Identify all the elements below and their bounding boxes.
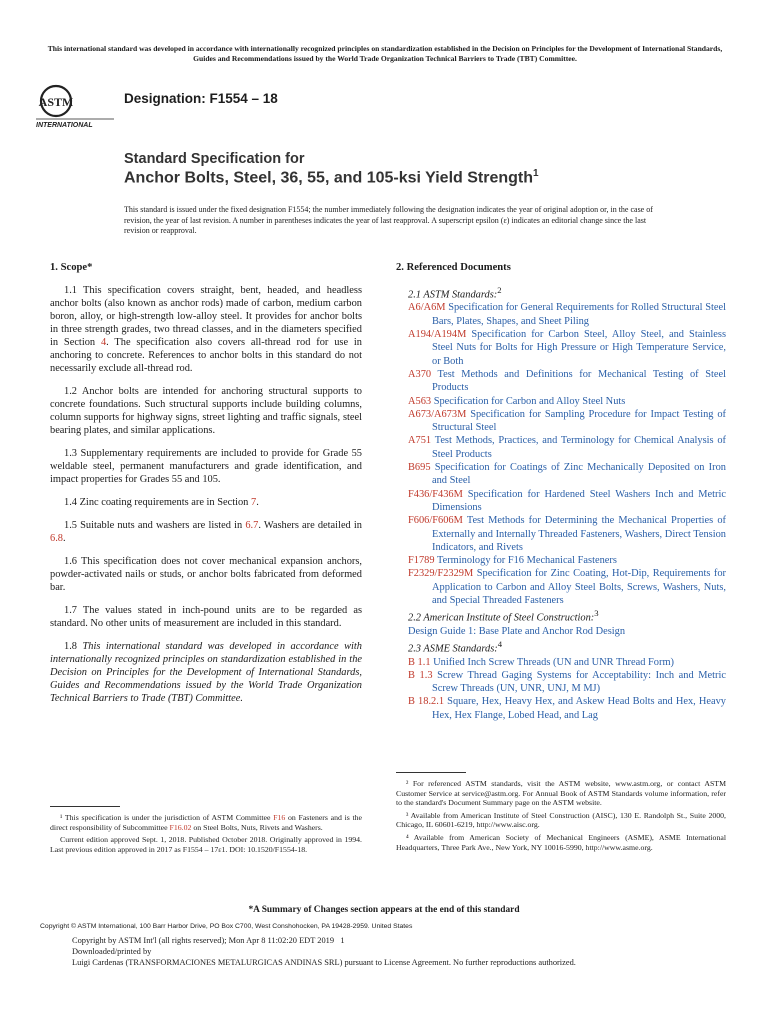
scope-1-4: 1.4 Zinc coating requirements are in Section 7. (64, 497, 259, 508)
issue-note: This standard is issued under the fixed designation F1554; the number immediately following the designation indicates the year of original adoption or, in the case of revision, the year of last revision. A number in parentheses indicates the year of last reapproval. A superscript epsilon (ε) indicates an editorial change since the last revision or reapproval. (124, 205, 653, 236)
reference-item[interactable] (408, 328, 726, 368)
copyright-line: Copyright © ASTM International, 100 Barr Harbor Drive, PO Box C700, West Conshohocken, PA 19428-2959. United States (40, 923, 413, 930)
footnote-1-edition: Current edition approved Sept. 1, 2018. Published October 2018. Originally approved in 1994. Last previous edition approved in 2017 as F1554 – 17ε1. DOI: 10.1520/F1554-18. (50, 835, 362, 854)
reference-code[interactable]: F2329/F2329M (408, 568, 474, 580)
scope-column (50, 262, 362, 715)
section-7-link[interactable]: 7 (250, 497, 257, 508)
title-footnote-ref: 1 (533, 168, 539, 179)
footnote-3: ³ Available from American Institute of Steel Construction (AISC), 130 E. Randolph St., Suite 2000, Chicago, IL 60601-6219, http://www.aisc.org. (396, 810, 726, 830)
reference-title[interactable]: Test Methods for Determining the Mechanical Properties of Externally and Internally Threaded Fasteners, Washers, Direct Tension Indicators, and Rivets (432, 515, 726, 553)
title-text: Anchor Bolts, Steel, 36, 55, and 105-ksi Yield Strength (124, 169, 534, 187)
scope-1-1: 1.1 This specification covers straight, bent, headed, and headless anchor bolts (also known as anchor rods) made of carbon, medium carbon boron, alloy, or high-strength low-alloy steel. It provides for anchor bolts in three strength grades, two thread classes, and in the diameters specified in Section 4. The specification also covers all-thread rod for use in anchoring to concrete. References to anchor bolts in this standard do not necessarily exclude all-thread rod. (50, 285, 362, 374)
aisc-list (396, 625, 726, 638)
committee-f16-link[interactable]: F16 (273, 813, 286, 822)
reference-code[interactable]: F606/F606M (408, 515, 463, 527)
reference-title[interactable]: Square, Hex, Heavy Hex, and Askew Head Bolts and Hex, Heavy Hex, Hex Flange, Lobed Head, and Lag (432, 696, 726, 721)
refdocs-heading: 2. Referenced Documents (396, 262, 511, 273)
reference-code[interactable]: A194/A194M (408, 329, 467, 341)
reference-item[interactable] (408, 368, 726, 395)
reference-title[interactable]: Specification for Sampling Procedure for Impact Testing of Structural Steel (432, 408, 726, 434)
reference-code[interactable]: B695 (408, 462, 431, 474)
reference-item[interactable] (408, 461, 726, 488)
reference-item[interactable] (408, 695, 726, 722)
reference-title[interactable]: Design Guide 1: Base Plate and Anchor Rod Design (408, 625, 626, 637)
scope-1-3: 1.3 Supplementary requirements are included to provide for Grade 55 weldable steel, permanent manufacturers and grade identification, and impact properties for Grades 55 and 105. (50, 448, 362, 485)
footnote-2: ² For referenced ASTM standards, visit the ASTM website, www.astm.org, or contact ASTM Customer Service at service@astm.org. For Annual Book of ASTM Standards volume information, refer to the standard's Document Summary page on the ASTM website. (396, 779, 726, 808)
reference-title[interactable]: Specification for Zinc Coating, Hot-Dip, Requirements for Application to Carbon and Alloy Steel Bolts, Screws, Washers, Nuts, and Special Threaded Fasteners (432, 568, 726, 606)
reference-item[interactable] (408, 488, 726, 515)
reference-item[interactable] (408, 656, 726, 669)
reference-code[interactable]: B 18.2.1 (408, 696, 445, 708)
reference-title[interactable]: Screw Thread Gaging Systems for Acceptability: Inch and Metric Screw Threads (UN, UNR, UNJ, M MJ) (432, 669, 726, 695)
title-line-1: Standard Specification for (124, 151, 305, 167)
reference-item[interactable] (408, 395, 726, 408)
reference-title[interactable]: Terminology for F16 Mechanical Fasteners (436, 555, 617, 567)
reference-title[interactable]: Test Methods and Definitions for Mechanical Testing of Steel Products (432, 368, 726, 394)
reference-code[interactable]: A751 (408, 435, 432, 447)
license-line-1: Copyright by ASTM Int'l (all rights reserved); Mon Apr 8 11:02:20 EDT 2019 1 (72, 936, 345, 945)
reference-title[interactable]: Specification for Hardened Steel Washers Inch and Metric Dimensions (432, 488, 726, 513)
footnote-4: ⁴ Available from American Society of Mechanical Engineers (ASME), ASME International Headquarters, Three Park Ave., New York, NY 10016-5990, http://www.asme.org. (396, 832, 726, 852)
reference-item[interactable] (408, 434, 726, 461)
svg-text:INTERNATIONAL: INTERNATIONAL (36, 122, 93, 129)
reference-item[interactable] (408, 408, 726, 435)
page-number: 1 (340, 936, 345, 945)
footnote-1: ¹ This specification is under the jurisdiction of ASTM Committee F16 on Fasteners and is the direct responsibility of Subcommittee F16.02 on Steel Bolts, Nuts, Rivets and Washers. (50, 813, 362, 832)
designation: Designation: F1554 – 18 (124, 91, 278, 106)
summary-notice: *A Summary of Changes section appears at the end of this standard (248, 905, 520, 915)
reference-title[interactable]: Specification for Coatings of Zinc Mechanically Deposited on Iron and Steel (432, 462, 726, 487)
reference-code[interactable]: F436/F436M (408, 488, 463, 500)
reference-code[interactable]: A370 (408, 368, 432, 380)
reference-title[interactable]: Specification for General Requirements for Rolled Structural Steel Bars, Plates, Shapes, and Sheet Piling (432, 302, 726, 327)
referenced-documents (396, 262, 726, 722)
scope-1-6: 1.6 This specification does not cover mechanical expansion anchors, powder-activated nails or studs, or anchor bolts fabricated from deformed bar. (50, 556, 362, 593)
scope-1-7: 1.7 The values stated in inch-pound units are to be regarded as standard. No other units of measurement are included in this standard. (50, 605, 362, 629)
astm-logo-mark (34, 82, 116, 130)
reference-item[interactable] (408, 669, 726, 696)
subcommittee-link[interactable]: F16.02 (169, 822, 192, 832)
section-4-link[interactable]: 4 (100, 337, 107, 348)
scope-1-5: 1.5 Suitable nuts and washers are listed in 6.7. Washers are detailed in 6.8. (50, 520, 362, 544)
footnotes-right (396, 772, 726, 855)
reference-code[interactable]: F1789 (408, 555, 435, 567)
license-block (72, 935, 712, 968)
asme-label: 2.3 ASME Standards:$^4$ (408, 639, 503, 655)
reference-item[interactable] (408, 554, 726, 567)
footnote-rule (396, 772, 466, 773)
scope-heading: 1. Scope* (50, 262, 93, 273)
reference-code[interactable]: A673/A673M (408, 408, 467, 420)
reference-code[interactable]: A6/A6M (408, 302, 446, 314)
reference-title[interactable]: Specification for Carbon and Alloy Steel Nuts (433, 395, 626, 407)
footnote-rule (50, 806, 120, 807)
astm-standards-label: 2.1 ASTM Standards:$^2$ (408, 285, 502, 301)
tbt-notice: This international standard was developed in accordance with internationally recognized principles on standardization established in the Decision on Principles for the Development of International Standards, Guides and Recommendations issued by the World Trade Organization Technical Barriers to Trade (TBT) Committee. (47, 44, 723, 63)
reference-item[interactable] (408, 301, 726, 328)
svg-text:ASTM: ASTM (38, 95, 74, 109)
reference-title[interactable]: Test Methods, Practices, and Terminology for Chemical Analysis of Steel Products (432, 435, 726, 460)
section-6-8-link[interactable]: 6.8 (50, 533, 63, 544)
title-line-2 (124, 168, 539, 187)
reference-code[interactable]: B 1.1 (408, 656, 431, 668)
reference-item[interactable] (408, 567, 726, 607)
scope-1-8: 1.8 This international standard was developed in accordance with internationally recognized principles on standardization established in the Decision on Principles for the Development of International Standards, Guides and Recommendations issued by the World Trade Organization Technical Barriers to Trade (TBT) Committee. (50, 641, 362, 704)
license-line-2: Downloaded/printed by (72, 947, 152, 956)
scope-1-2: 1.2 Anchor bolts are intended for anchoring structural supports to concrete foundations. Such structural supports include building columns, column supports for highway signs, street lighting and traffic signals, steel bearing plates, and similar applications. (50, 386, 362, 436)
asme-list (396, 656, 726, 722)
section-6-7-link[interactable]: 6.7 (245, 520, 259, 531)
astm-standards-list (396, 301, 726, 607)
aisc-label: 2.2 American Institute of Steel Construction:$^3$ (408, 608, 599, 624)
reference-title[interactable]: Unified Inch Screw Threads (UN and UNR Thread Form) (433, 656, 674, 668)
reference-item[interactable] (408, 514, 726, 554)
footnotes-left (50, 806, 362, 857)
reference-code[interactable]: B 1.3 (408, 669, 433, 681)
reference-title[interactable]: Specification for Carbon Steel, Alloy Steel, and Stainless Steel Nuts for Bolts for High Pressure or High Temperature Service, or Both (432, 329, 726, 367)
astm-logo (34, 82, 116, 130)
reference-item[interactable] (408, 625, 726, 638)
license-line-3: Luigi Cardenas (TRANSFORMACIONES METALURGICAS ANDINAS SRL) pursuant to License Agreement. No further reproductions authorized. (72, 958, 576, 967)
reference-code[interactable]: A563 (408, 395, 432, 407)
